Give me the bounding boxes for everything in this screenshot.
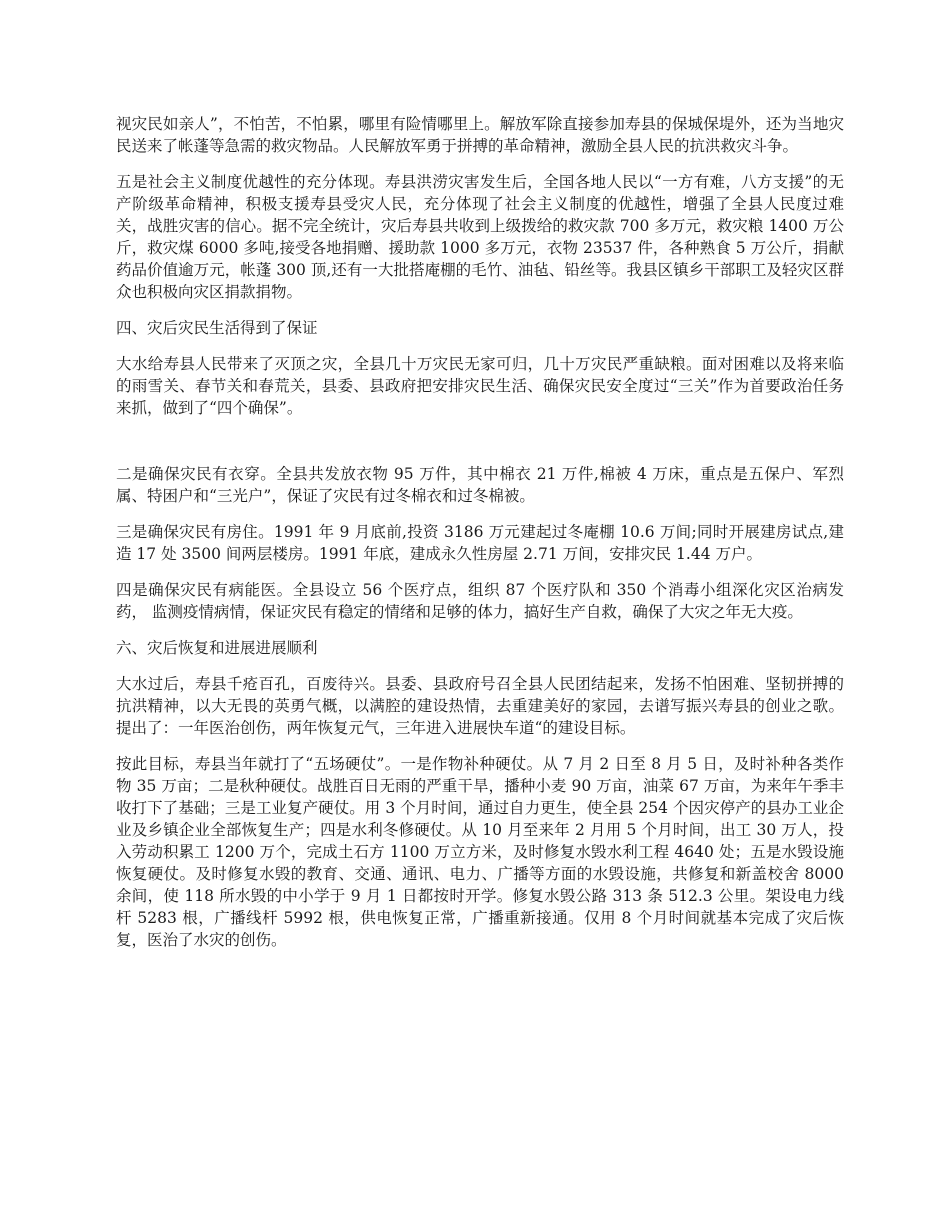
- section-heading-4: 四、灾后灾民生活得到了保证: [116, 319, 318, 337]
- blank-gap: [116, 433, 844, 463]
- paragraph-pla-support: 视灾民如亲人”，不怕苦，不怕累，哪里有险情哪里上。解放军除直接参加寿县的保城保堤外，还为当地灾民送来了帐蓬等急需的救灾物品。人民解放军勇于拼搏的革命精神，激励全县人民的抗洪救灾斗争。: [116, 115, 844, 155]
- paragraph-rebuild-goal: 大水过后，寿县千疮百孔，百废待兴。县委、县政府号召全县人民团结起来，发扬不怕困难、坚韧拼搏的抗洪精神，以大无畏的英勇气概，以满腔的建设热情，去重建美好的家园，去谱写振兴寿县的创业之歌。提出了：一年医治创伤，两年恢复元气，三年进入进展快车道“的建设目标。: [116, 675, 844, 737]
- paragraph-clothing: 二是确保灾民有衣穿。全县共发放衣物 95 万件，其中棉衣 21 万件,棉被 4 万床，重点是五保户、军烈属、特困户和“三光户”，保证了灾民有过冬棉衣和过冬棉被。: [116, 465, 844, 505]
- paragraph-medical: 四是确保灾民有病能医。全县设立 56 个医疗点，组织 87 个医疗队和 350 个消毒小组深化灾区治病发药， 监测疫情病情，保证灾民有稳定的情绪和足够的体力，搞好生产自救，确保了大灾之年无大疫。: [116, 581, 844, 621]
- section-heading-6: 六、灾后恢复和进展进展顺利: [116, 639, 318, 657]
- paragraph-socialist-system: 五是社会主义制度优越性的充分体现。寿县洪涝灾害发生后，全国各地人民以“一方有难，八方支援”的无产阶级革命精神，积极支援寿县受灾人民，充分体现了社会主义制度的优越性，增强了全县人民度过难关，战胜灾害的信心。据不完全统计，灾后寿县共收到上级拨给的救灾款 700 多万元，救灾粮 1400 万公斤，救灾煤 6000 多吨,接受各地捐赠、援助款 1000 多万元，衣物 23537 件，各种熟食 5 万公斤，捐献药品价值逾万元，帐蓬 300 顶,还有一大批搭庵棚的毛竹、油毡、铅丝等。我县区镇乡干部职工及轻灾区群众也积极向灾区捐款捐物。: [116, 173, 844, 301]
- paragraph-four-guarantees: 大水给寿县人民带来了灭顶之灾，全县几十万灾民无家可归，几十万灾民严重缺粮。面对困难以及将来临的雨雪关、春节关和春荒关，县委、县政府把安排灾民生活、确保灾民安全度过“三关”作为首要政治任务来抓，做到了“四个确保”。: [116, 355, 844, 417]
- document-body: [116, 113, 844, 965]
- paragraph-housing: 三是确保灾民有房住。1991 年 9 月底前,投资 3186 万元建起过冬庵棚 10.6 万间;同时开展建房试点,建造 17 处 3500 间两层楼房。1991 年底，建成永久性房屋 2.71 万间，安排灾民 1.44 万户。: [116, 523, 844, 563]
- paragraph-five-battles: 按此目标，寿县当年就打了“五场硬仗”。一是作物补种硬仗。从 7 月 2 日至 8 月 5 日，及时补种各类作物 35 万亩；二是秋种硬仗。战胜百日无雨的严重干旱，播种小麦 90 万亩，油菜 67 万亩，为来年午季丰收打下了基础；三是工业复产硬仗。用 3 个月时间，通过自力更生，使全县 254 个因灾停产的县办工业企业及乡镇企业全部恢复生产；四是水利冬修硬仗。从 10 月至来年 2 月用 5 个月时间，出工 30 万人，投入劳动积累工 1200 万个，完成土石方 1100 万立方米，及时修复水毁水利工程 4640 处；五是水毁设施恢复硬仗。及时修复水毁的教育、交通、通讯、电力、广播等方面的水毁设施，共修复和新盖校舍 8000 余间，使 118 所水毁的中小学于 9 月 1 日都按时开学。修复水毁公路 313 条 512.3 公里。架设电力线杆 5283 根，广播线杆 5992 根，供电恢复正常，广播重新接通。仅用 8 个月时间就基本完成了灾后恢复，医治了水灾的创伤。: [116, 755, 844, 949]
